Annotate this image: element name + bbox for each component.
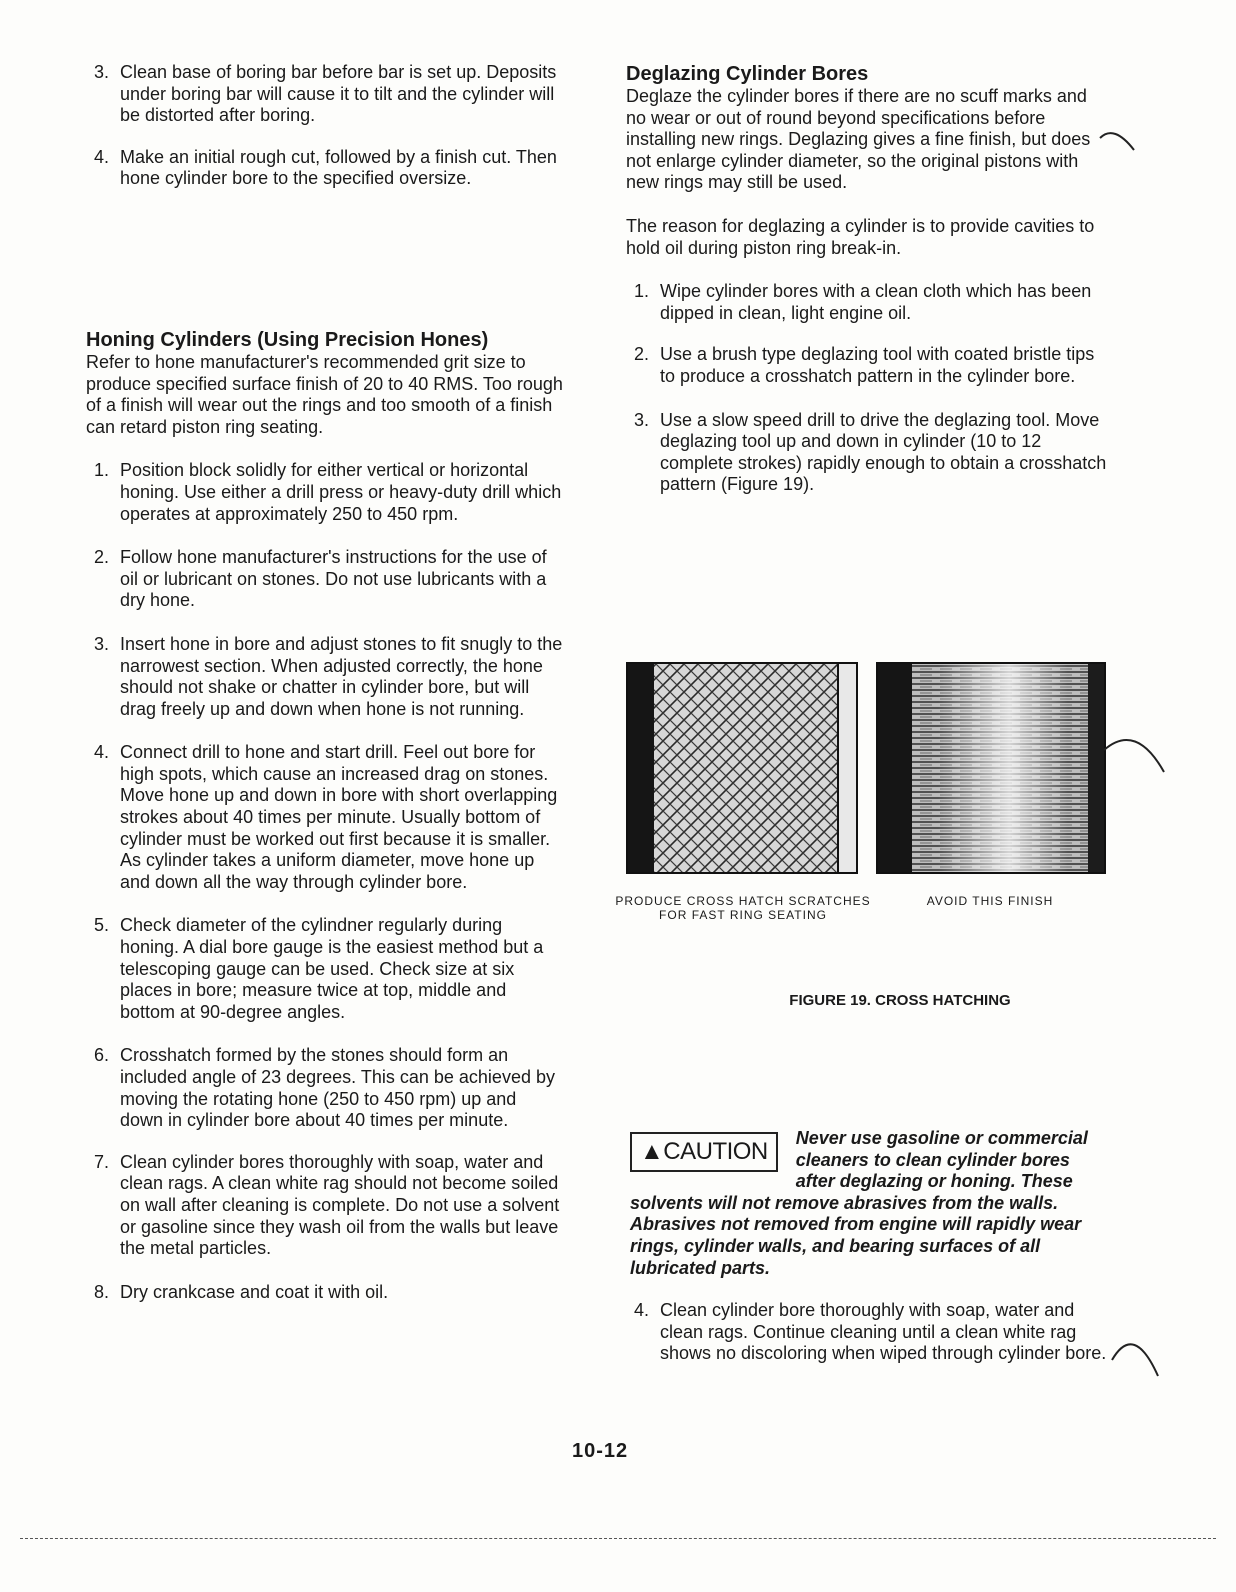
list-item <box>626 1300 1110 1365</box>
list-item <box>86 634 564 720</box>
list-item <box>86 547 564 612</box>
step-number: 3. <box>94 62 110 82</box>
caution-text: Never use gasoline or commercial cleaners to clean cylinder bores after deglazing or honing. These solvents will not remove abrasives from the walls. Abrasives not removed from engine will rapidly wear rings, cylinder walls, and bearing surfaces of all lubricated parts. <box>630 1128 1088 1278</box>
deglazing-reason: The reason for deglazing a cylinder is to provide cavities to hold oil during piston ring break-in. <box>626 215 1095 258</box>
step-text: Wipe cylinder bores with a clean cloth which has been dipped in clean, light engine oil. <box>660 281 1092 323</box>
step-text: Check diameter of the cylindner regularly during honing. A dial bore gauge is the easiest method but a telescoping gauge can be used. Check size at six places in bore; measure twice at top, middle and bottom at 90-degree angles. <box>120 915 544 1022</box>
step-text: Clean base of boring bar before bar is set up. Deposits under boring bar will cause it to tilt and the cylinder will be distorted after boring. <box>120 62 557 126</box>
warning-triangle-icon: ▲ <box>640 1138 664 1165</box>
crosshatch-pattern-graphic <box>628 664 856 872</box>
step-text: Follow hone manufacturer's instructions for the use of oil or lubricant on stones. Do not use lubricants with a dry hone. <box>120 547 547 611</box>
scan-mark-icon <box>1098 128 1138 158</box>
figure-cross-hatching <box>600 662 1120 1022</box>
deglazing-heading: Deglazing Cylinder Bores <box>626 63 869 85</box>
step-text: Dry crankcase and coat it with oil. <box>120 1281 389 1302</box>
step-text: Position block solidly for either vertical or horizontal honing. Use either a drill press or heavy-duty drill which operates at approximately 250 to 450 rpm. <box>120 460 562 524</box>
list-item <box>86 742 564 893</box>
scan-mark-icon <box>1108 1330 1164 1380</box>
caption-avoid: AVOID THIS FINISH <box>926 894 1054 908</box>
step-number: 2. <box>634 344 650 365</box>
left-column <box>86 62 564 1303</box>
list-item <box>86 460 564 525</box>
figure-title: FIGURE 19. CROSS HATCHING <box>789 992 1011 1009</box>
footer-rule <box>20 1538 1216 1539</box>
step-number: 5. <box>94 915 110 936</box>
step-number: 4. <box>94 146 110 167</box>
step-number: 4. <box>94 742 110 763</box>
caution-label-box <box>630 1132 778 1172</box>
scan-mark-icon <box>1100 728 1170 778</box>
deglazing-intro: Deglaze the cylinder bores if there are no scuff marks and no wear or out of round beyond specifications before installing new rings. Deglazing gives a fine finish, but does not enlarge cylinder diameter, so the original pistons with new rings may still be used. <box>626 86 1091 193</box>
list-item <box>86 1045 564 1131</box>
step-text: Clean cylinder bore thoroughly with soap, water and clean rags. Continue cleaning until a clean white rag shows no discoloring when wiped through cylinder bore. <box>660 1300 1107 1364</box>
caution-label: CAUTION <box>663 1138 768 1165</box>
caption-crosshatch: PRODUCE CROSS HATCH SCRATCHES FOR FAST RING SEATING <box>615 894 871 922</box>
step-number: 1. <box>94 460 110 481</box>
step-text: Make an initial rough cut, followed by a finish cut. Then hone cylinder bore to the specified oversize. <box>120 146 557 189</box>
step-text: Connect drill to hone and start drill. Feel out bore for high spots, which cause an increased drag on stones. Move hone up and down in bore with short overlapping strokes about 40 times per minute. Usually bottom of cylinder must be worked out first because it is smaller. As cylinder takes a uniform diameter, move hone up and down all the way through cylinder bore. <box>120 742 558 892</box>
list-item <box>86 1152 564 1260</box>
list-item <box>86 62 564 127</box>
final-step <box>626 1300 1110 1365</box>
step-number: 1. <box>634 281 650 302</box>
step-number: 3. <box>94 633 110 654</box>
step-number: 6. <box>94 1045 110 1066</box>
step-text: Use a brush type deglazing tool with coated bristle tips to produce a crosshatch pattern in the cylinder bore. <box>660 344 1095 386</box>
caution-notice <box>630 1128 1106 1279</box>
honing-heading: Honing Cylinders (Using Precision Hones) <box>86 328 489 351</box>
crosshatch-photo <box>626 662 858 874</box>
step-text: Insert hone in bore and adjust stones to fit snugly to the narrowest section. When adjusted correctly, the hone should not shake or chatter in cylinder bore, but will drag freely up and down when hone is not running. <box>120 633 563 719</box>
step-number: 2. <box>94 547 110 568</box>
right-column <box>626 62 1110 496</box>
step-text: Use a slow speed drill to drive the deglazing tool. Move deglazing tool up and down in cylinder (10 to 12 complete strokes) rapidly enough to obtain a crosshatch pattern (Figure 19). <box>660 409 1107 495</box>
step-number: 8. <box>94 1281 110 1302</box>
page-number: 10-12 <box>572 1440 629 1462</box>
step-text: Clean cylinder bores thoroughly with soap, water and clean rags. A clean white rag should not become soiled on wall after cleaning is complete. Do not use a solvent or gasoline since they wash oil from the walls but leave the metal particles. <box>120 1151 560 1259</box>
list-item <box>626 410 1110 496</box>
step-number: 4. <box>634 1300 650 1320</box>
step-number: 7. <box>94 1151 110 1172</box>
step-number: 3. <box>634 409 650 430</box>
horizontal-scratch-graphic <box>878 664 1104 872</box>
list-item <box>86 915 564 1023</box>
honing-intro: Refer to hone manufacturer's recommended grit size to produce specified surface finish of 20 to 40 RMS. Too rough of a finish will wear out the rings and too smooth of a finish can retard piston ring seating. <box>86 351 563 437</box>
glazed-finish-photo <box>876 662 1106 874</box>
list-item <box>86 1282 564 1304</box>
list-item <box>626 344 1110 387</box>
list-item <box>626 281 1110 324</box>
list-item <box>86 147 564 190</box>
step-text: Crosshatch formed by the stones should form an included angle of 23 degrees. This can be achieved by moving the rotating hone (250 to 450 rpm) up and down in cylinder bore about 40 times per minute. <box>120 1045 555 1131</box>
